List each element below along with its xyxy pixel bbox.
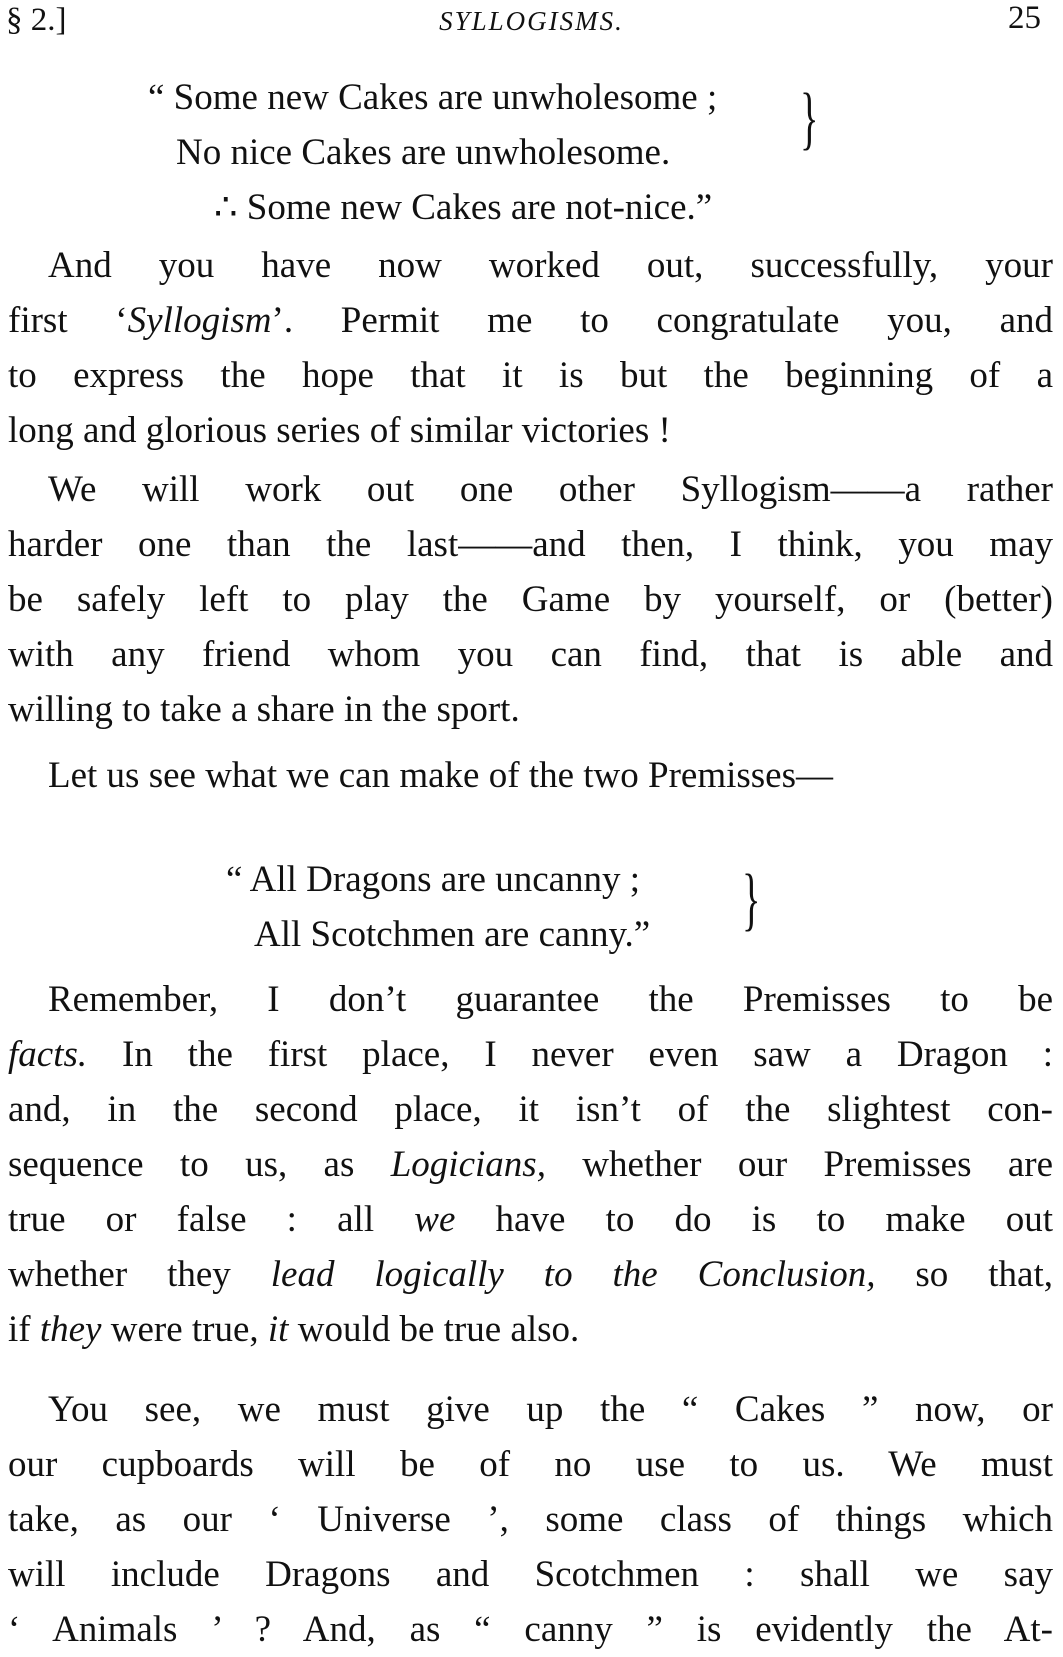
premise-2: All Scotchmen are canny.” [254, 914, 651, 955]
text-line: if they were true, it would be true also. [8, 1309, 580, 1350]
text-line: long and glorious series of similar victories ! [8, 410, 671, 451]
text-line: Let us see what we can make of the two Premisses— [48, 755, 834, 796]
text-line: We will work out one other Syllogism——a rather [48, 469, 1053, 510]
text-line: take, as our ‘ Universe ’, some class of things which [8, 1499, 1053, 1540]
paragraph-2 [8, 462, 1053, 737]
premise-2: No nice Cakes are unwholesome. [176, 132, 671, 173]
text-line: to express the hope that it is but the beginning of a [8, 355, 1053, 396]
paragraph-1 [8, 238, 1053, 458]
syllogism-1 [148, 70, 717, 235]
text-line: with any friend whom you can find, that is able and [8, 634, 1053, 675]
text-line: our cupboards will be of no use to us. We must [8, 1444, 1053, 1485]
emphasis: Syllogism [127, 300, 272, 341]
text-line: whether they lead logically to the Conclusion, so that, [8, 1254, 1053, 1295]
text-line: You see, we must give up the “ Cakes ” now, or [48, 1389, 1053, 1430]
paragraph-3 [8, 748, 1053, 803]
syllogism-2 [226, 852, 650, 962]
text-line: facts. In the first place, I never even saw a Dragon : [8, 1034, 1053, 1075]
text-line: will include Dragons and Scotchmen : shall we say [8, 1554, 1053, 1595]
brace-icon: } [800, 80, 819, 157]
text-line: harder one than the last——and then, I think, you may [8, 524, 1053, 565]
text-line: and, in the second place, it isn’t of the slightest con- [8, 1089, 1053, 1130]
text-line: first ‘Syllogism’. Permit me to congratulate you, and [8, 300, 1053, 341]
running-title: SYLLOGISMS. [439, 6, 624, 36]
text-line: true or false : all we have to do is to make out [8, 1199, 1053, 1240]
brace-icon: } [742, 861, 761, 938]
text-line: ‘ Animals ’ ? And, as “ canny ” is evidently the At- [8, 1609, 1053, 1650]
section-marker: § 2.] [6, 2, 67, 38]
text-line: be safely left to play the Game by yourself, or (better) [8, 579, 1053, 620]
text-line: sequence to us, as Logicians, whether our Premisses are [8, 1144, 1053, 1185]
premise-1: “ Some new Cakes are unwholesome ; [148, 77, 718, 118]
conclusion: ∴ Some new Cakes are not-nice.” [214, 187, 713, 228]
page-number: 25 [1008, 0, 1041, 36]
text-line: willing to take a share in the sport. [8, 689, 520, 730]
text-line: And you have now worked out, successfully, your [48, 245, 1053, 286]
paragraph-5 [8, 1382, 1053, 1657]
text-line: Remember, I don’t guarantee the Premisses to be [48, 979, 1053, 1020]
running-head [0, 0, 1063, 60]
premise-1: “ All Dragons are uncanny ; [226, 859, 641, 900]
paragraph-4 [8, 972, 1053, 1357]
